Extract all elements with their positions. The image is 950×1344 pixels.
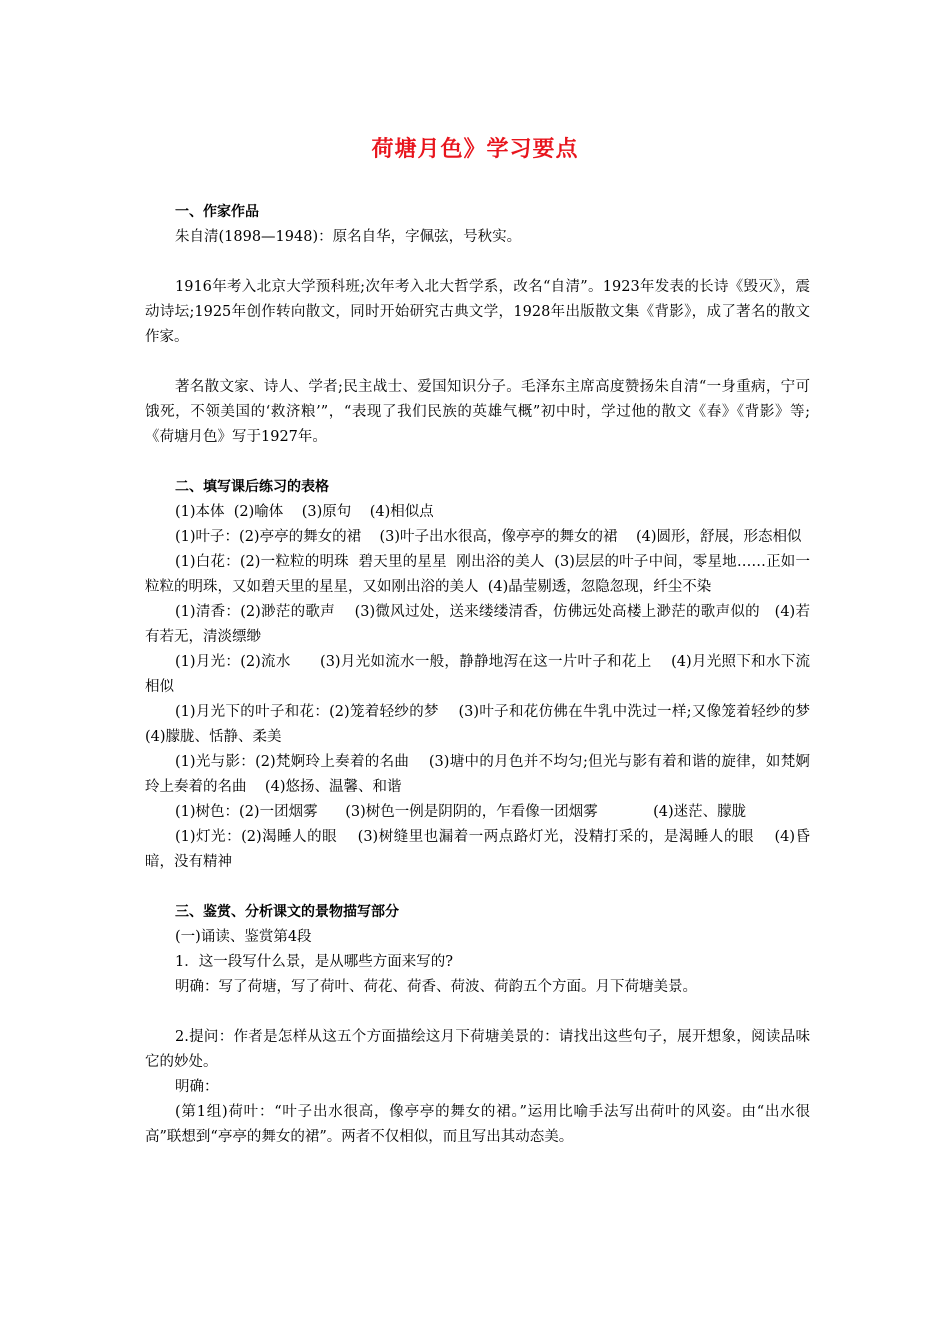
table-row: (1)清香：(2)渺茫的歌声 (3)微风过处，送来缕缕清香，仿佛远处高楼上渺茫的歌声似的 (4)若有若无，清淡缥缈	[145, 604, 810, 645]
table-row: (1)灯光：(2)渴睡人的眼 (3)树缝里也漏着一两点路灯光，没精打采的，是渴睡人的眼 (4)昏暗，没有精神	[145, 829, 810, 870]
table-row: (1)月光下的叶子和花：(2)笼着轻纱的梦 (3)叶子和花仿佛在牛乳中洗过一样;又像笼着轻纱的梦 (4)朦胧、恬静、柔美	[145, 704, 829, 745]
table-row: (1)月光：(2)流水 (3)月光如流水一般，静静地泻在这一片叶子和花上 (4)月光照下和水下流相似	[145, 654, 810, 695]
table-row: (1)光与影：(2)梵婀玲上奏着的名曲 (3)塘中的月色并不均匀;但光与影有着和谐的旋律，如梵婀玲上奏着的名曲 (4)悠扬、温馨、和谐	[145, 754, 810, 795]
paragraph: 1916年考入北京大学预科班;次年考入北大哲学系，改名“自清”。1923年发表的长诗《毁灭》，震动诗坛;1925年创作转向散文，同时开始研究古典文学，1928年出版散文集《背影》，成了著名的散文作家。	[145, 279, 810, 345]
section-heading-2: 二、填写课后练习的表格	[175, 479, 329, 495]
document-body	[145, 200, 829, 1150]
answer-label: 明确：	[175, 1079, 219, 1095]
table-row: (1)叶子：(2)亭亭的舞女的裙 (3)叶子出水很高，像亭亭的舞女的裙 (4)圆形，舒展，形态相似	[175, 529, 802, 545]
section-heading-3: 三、鉴赏、分析课文的景物描写部分	[175, 904, 399, 920]
question: 1．这一段写什么景，是从哪些方面来写的?	[175, 954, 453, 970]
answer: 明确：写了荷塘，写了荷叶、荷花、荷香、荷波、荷韵五个方面。月下荷塘美景。	[175, 979, 697, 995]
table-row: (1)树色：(2)一团烟雾 (3)树色一例是阴阴的，乍看像一团烟雾 (4)迷茫、朦胧	[175, 804, 747, 820]
table-row: (1)本体 (2)喻体 (3)原句 (4)相似点	[175, 504, 434, 520]
answer: (第1组)荷叶：“叶子出水很高，像亭亭的舞女的裙。”运用比喻手法写出荷叶的风姿。由“出水很高”联想到“亭亭的舞女的裙”。两者不仅相似，而且写出其动态美。	[145, 1104, 810, 1145]
question: 2.提问：作者是怎样从这五个方面描绘这月下荷塘美景的：请找出这些句子，展开想象，阅读品味它的妙处。	[145, 1029, 810, 1070]
paragraph: 著名散文家、诗人、学者;民主战士、爱国知识分子。毛泽东主席高度赞扬朱自清“一身重病，宁可饿死，不领美国的‘救济粮’”，“表现了我们民族的英雄气概”初中时，学过他的散文《春》《背影》等;《荷塘月色》写于1927年。	[145, 379, 810, 445]
page-title: 荷塘月色》学习要点	[371, 137, 579, 162]
paragraph: 朱自清(1898—1948)：原名自华，字佩弦，号秋实。	[175, 229, 522, 245]
table-row: (1)白花：(2)一粒粒的明珠 碧天里的星星 刚出浴的美人 (3)层层的叶子中间，零星地……正如一粒粒的明珠，又如碧天里的星星，又如刚出浴的美人 (4)晶莹剔透，忽隐忽现，纤尘不染	[145, 554, 810, 595]
subheading: (一)诵读、鉴赏第4段	[175, 929, 312, 945]
section-heading-1: 一、作家作品	[175, 204, 259, 220]
